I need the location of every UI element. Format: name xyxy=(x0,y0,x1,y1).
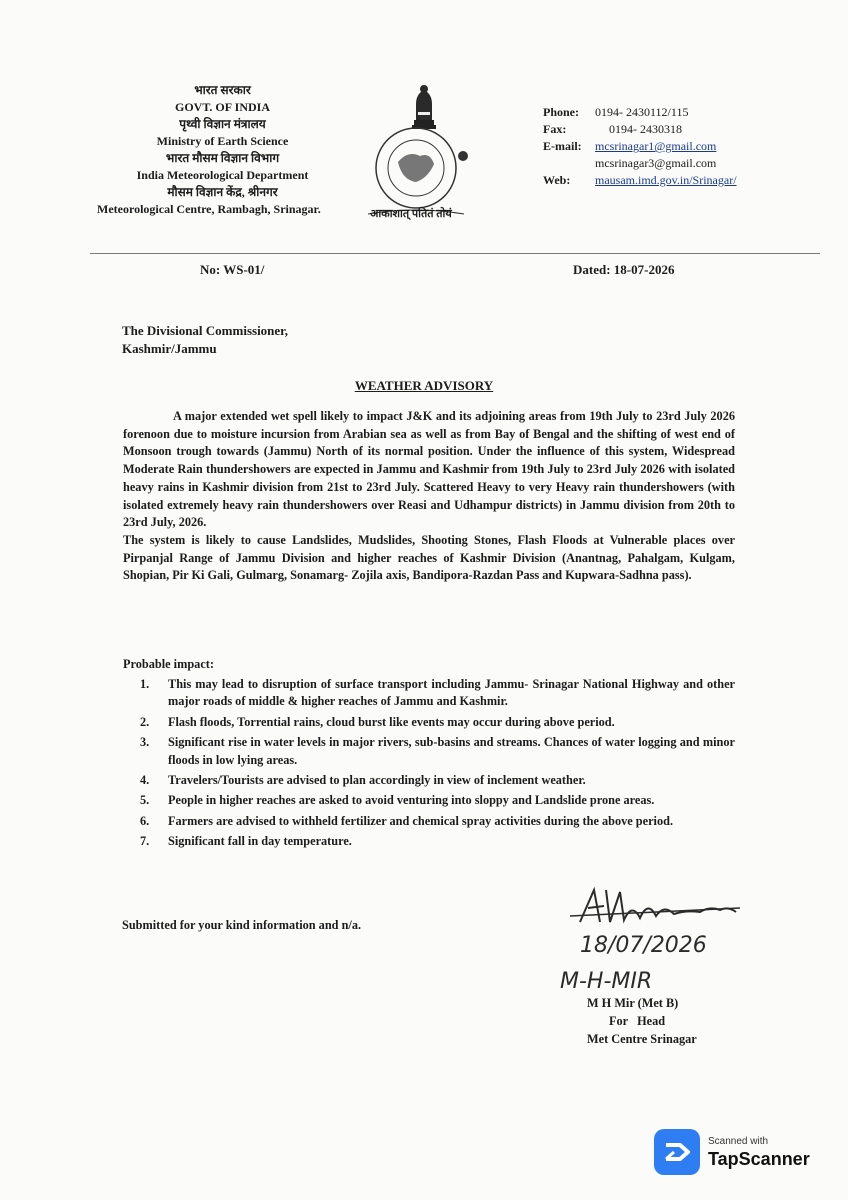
org-line: GOVT. OF INDIA xyxy=(174,100,270,114)
scanner-watermark xyxy=(708,1136,810,1170)
signatory-name: M H Mir (Met B) xyxy=(587,996,679,1010)
org-line: भारत सरकार xyxy=(194,83,251,97)
handwritten-signature xyxy=(560,882,750,992)
org-line: पृथ्वी विज्ञान मंत्रालय xyxy=(179,117,266,131)
impact-list xyxy=(140,676,735,854)
org-line: Ministry of Earth Science xyxy=(156,134,289,148)
item-text: This may lead to disruption of surface transport including Jammu- Srinagar National Highway and other major roads of middle & higher reaches of Jammu and Kashmir. xyxy=(168,677,735,709)
list-item xyxy=(140,772,735,789)
tapscanner-logo-icon xyxy=(654,1129,700,1175)
body-paragraph: The system is likely to cause Landslides, Mudslides, Shooting Stones, Flash Floods at Vulnerable places over Pirpanjal Range of Jammu Division and higher reaches of Kashmir Division (Anantnag, Pahalgam, Kulgam, Shopian, Pir Ki Gali, Gulmarg, Sonamarg- Zojila axis, Bandipora-Razdan Pass and Kupwara-Sadhna pass). xyxy=(123,532,735,583)
header-org-block xyxy=(95,82,350,218)
email-row xyxy=(543,138,803,155)
signatory-for: For Head xyxy=(609,1014,666,1028)
org-line: India Meteorological Department xyxy=(136,168,309,182)
submission-line: Submitted for your kind information and n/a. xyxy=(122,918,362,932)
list-item xyxy=(140,833,735,850)
org-line: मौसम विज्ञान केंद्र, श्रीनगर xyxy=(167,185,278,199)
signatory-block xyxy=(587,994,697,1048)
item-text: Farmers are advised to withheld fertilizer and chemical spray activities during the above period. xyxy=(168,813,674,828)
fax-value: 0194- 2430318 xyxy=(609,122,682,136)
reference-number: No: WS-01/ xyxy=(200,262,265,277)
list-item xyxy=(140,676,735,711)
signature-name: M-H-MIR xyxy=(560,969,653,992)
item-text: Significant rise in water levels in major rivers, sub-basins and streams. Chances of water logging and minor floods in low lying areas. xyxy=(168,735,735,767)
list-item xyxy=(140,813,735,830)
list-item xyxy=(140,792,735,809)
header-divider xyxy=(90,253,820,254)
fax-row xyxy=(543,121,803,138)
watermark-small: Scanned with xyxy=(708,1136,769,1147)
addressee-line: Kashmir/Jammu xyxy=(122,341,217,356)
item-text: Travelers/Tourists are advised to plan accordingly in view of inclement weather. xyxy=(168,773,586,788)
list-item xyxy=(140,734,735,769)
item-number: 3. xyxy=(140,735,150,750)
item-number: 5. xyxy=(140,793,150,808)
web-row xyxy=(543,172,803,189)
seal-motto: आकाशात् पतितं तोयं xyxy=(370,208,452,220)
item-text: Significant fall in day temperature. xyxy=(168,834,352,849)
advisory-title: WEATHER ADVISORY xyxy=(354,378,494,393)
item-text: People in higher reaches are asked to avoid venturing into sloppy and Landslide prone areas. xyxy=(168,793,655,808)
email-link-1[interactable]: mcsrinagar1@gmail.com xyxy=(595,139,717,153)
watermark-brand: TapScanner xyxy=(708,1149,810,1169)
list-item xyxy=(140,714,735,731)
item-number: 1. xyxy=(140,677,150,691)
signature-date: 18/07/2026 xyxy=(580,933,707,958)
org-line: Meteorological Centre, Rambagh, Srinagar. xyxy=(97,202,321,216)
item-number: 7. xyxy=(140,834,150,849)
item-number: 6. xyxy=(140,813,150,828)
item-text: Flash floods, Torrential rains, cloud burst like events may occur during above period. xyxy=(168,714,615,729)
org-line: भारत मौसम विज्ञान विभाग xyxy=(165,151,280,165)
body-paragraph: A major extended wet spell likely to impact J&K and its adjoining areas from 19th July to 23rd July 2026 forenoon due to moisture incursion from Arabian sea as well as from Bay of Bengal and the shifting of west end of Monsoon trough towards (Jammu) North of its normal position. Under the influence of this system, Widespread Moderate Rain thundershowers are expected in Jammu and Kashmir from 19th July to 23rd July 2026 with isolated heavy rains in Kashmir division from 21st to 23rd July. Scattered Heavy to very Heavy rain thundershowers (with isolated extremely heavy rain thundershowers over Reasi and Udhampur districts) in Jammu division from 20th to 23rd July, 2026. xyxy=(123,409,735,530)
email-link-2[interactable]: mcsrinagar3@gmail.com xyxy=(595,156,717,170)
contact-block xyxy=(543,104,803,189)
reference-date: Dated: 18-07-2026 xyxy=(573,262,675,277)
addressee-line: The Divisional Commissioner, xyxy=(122,323,289,338)
phone-row xyxy=(543,104,803,121)
web-label: Web: xyxy=(543,173,571,187)
addressee xyxy=(122,322,288,358)
web-link[interactable]: mausam.imd.gov.in/Srinagar/ xyxy=(595,173,737,187)
phone-label: Phone: xyxy=(543,105,579,119)
phone-value: 0194- 2430112/115 xyxy=(595,105,689,119)
item-number: 4. xyxy=(140,773,150,788)
impact-heading: Probable impact: xyxy=(123,657,214,671)
fax-label: Fax: xyxy=(543,122,567,136)
email-label: E-mail: xyxy=(543,139,582,153)
signatory-office: Met Centre Srinagar xyxy=(587,1032,697,1046)
item-number: 2. xyxy=(140,714,150,729)
advisory-body xyxy=(123,408,735,585)
